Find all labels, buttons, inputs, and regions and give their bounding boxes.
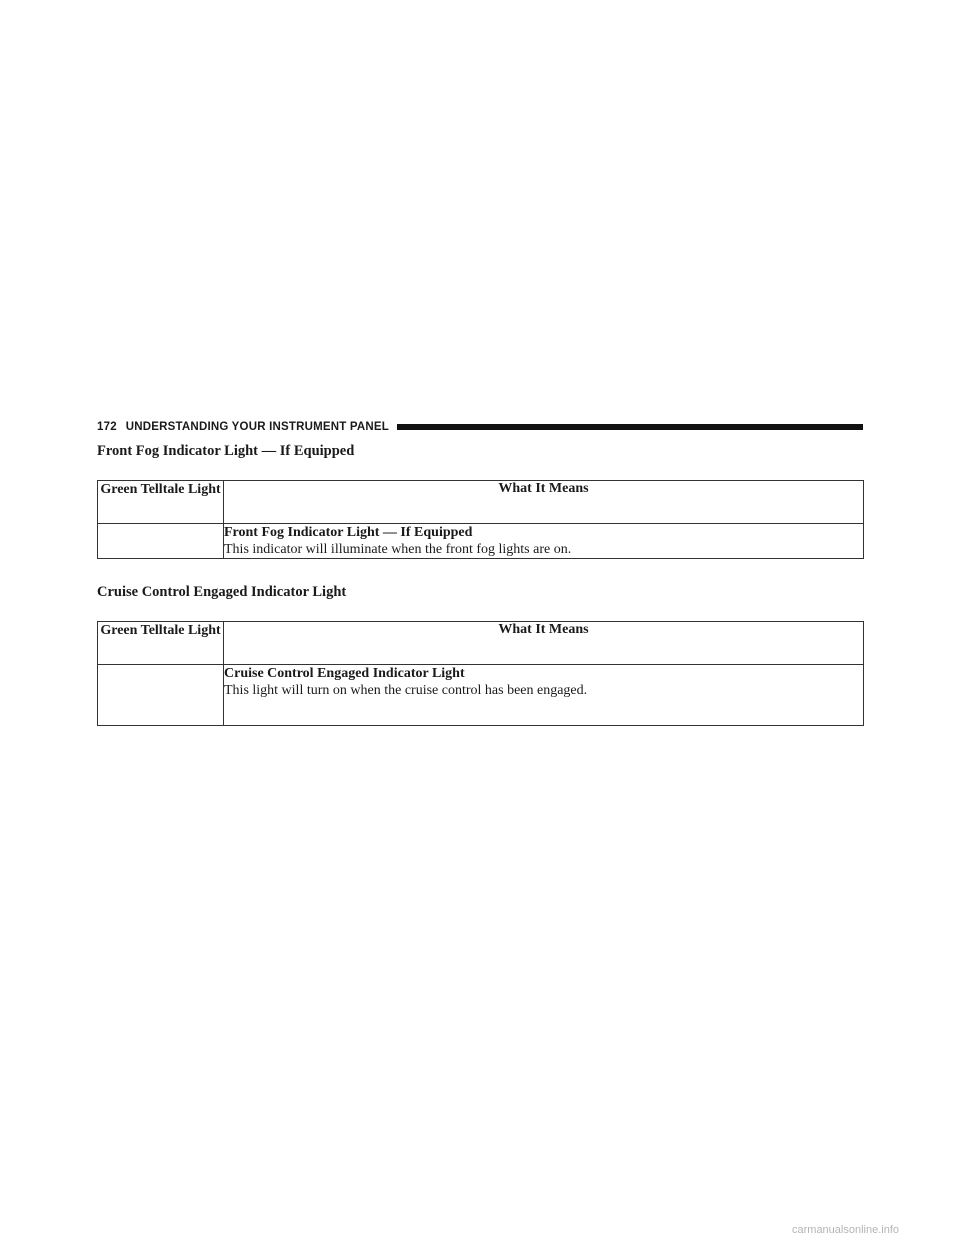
description-text: This indicator will illuminate when the front fog lights are on. — [224, 542, 572, 557]
page-number: 172 — [97, 421, 117, 433]
page-header — [97, 419, 863, 435]
watermark-text: carmanualsonline.info — [792, 1224, 900, 1236]
description-text: This light will turn on when the cruise control has been engaged. — [224, 683, 588, 698]
description-cell — [224, 665, 864, 726]
telltale-table-front-fog — [97, 480, 864, 559]
description-heading: Cruise Control Engaged Indicator Light — [224, 666, 465, 681]
table-row — [98, 665, 864, 726]
running-title: UNDERSTANDING YOUR INSTRUMENT PANEL — [125, 421, 389, 433]
telltale-table-cruise-control — [97, 621, 864, 726]
header-rule — [397, 424, 863, 430]
table-header-row — [98, 481, 864, 524]
section-title-front-fog: Front Fog Indicator Light — If Equipped — [97, 443, 355, 459]
section-title-cruise-control: Cruise Control Engaged Indicator Light — [97, 584, 347, 600]
column-header-telltale: Green Telltale Light — [98, 622, 224, 665]
description-heading: Front Fog Indicator Light — If Equipped — [224, 525, 473, 540]
telltale-icon-cell — [98, 524, 224, 559]
column-header-telltale: Green Telltale Light — [98, 481, 224, 524]
table-row — [98, 524, 864, 559]
table-header-row — [98, 622, 864, 665]
column-header-meaning: What It Means — [224, 622, 864, 665]
telltale-icon-cell — [98, 665, 224, 726]
description-cell — [224, 524, 864, 559]
column-header-meaning: What It Means — [224, 481, 864, 524]
